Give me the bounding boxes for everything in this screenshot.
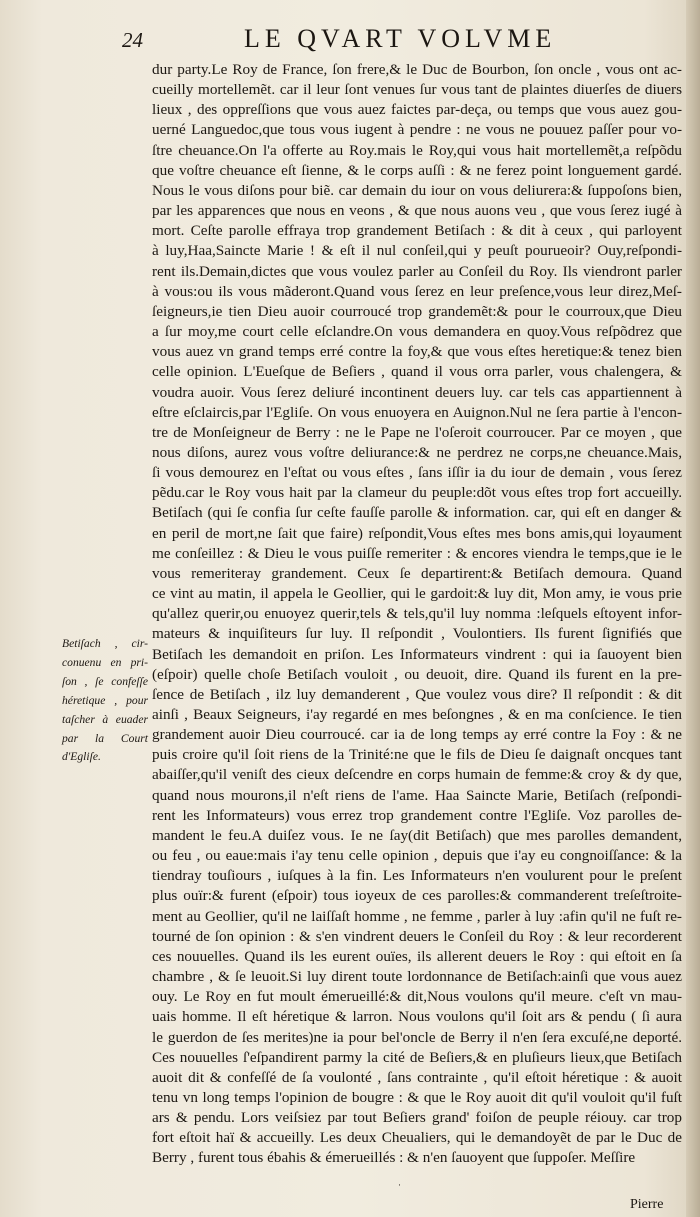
text-line: ment au Geollier, qu'il ne laiſſaſt homme , ne femme , parler à luy :afin qu'il ne fuſt re- <box>152 907 682 925</box>
text-line: auoit dit & confeſſé de ſa voulonté , ſans contrainte , qu'il eſtoit héretique : & auoit <box>152 1068 682 1086</box>
text-line: vous remeriteray grandement. Ceux ſe departirent:& Betiſach demoura. Quand <box>152 564 682 582</box>
text-line: Berry , furent tous ébahis & émerueillés : & n'en ſauoyent que ſuppoſer. Meſſire <box>152 1149 636 1167</box>
text-line: tre de Monſeigneur de Berry : ne le Pape ne l'oſeroit courroucer. Par ce moyen , que <box>152 423 682 441</box>
text-line: lieux , des oppreſſions que vous auez faictes par-deça, ou temps que vous auez gou- <box>152 101 682 119</box>
text-line: grandement auoir Dieu courroucé. car ia de long temps ay erré contre la Foy : & ne <box>152 726 682 744</box>
margin-note-line: par la Court <box>62 731 148 745</box>
margin-note-line: conuenu en pri- <box>62 655 148 669</box>
text-line: tourné de ſon opinion : & s'en vindrent deuers le Conſeil du Roy : & leur recorderent <box>152 927 682 945</box>
text-line: quand nous mourons,il n'eſt riens de l'ame. Haa Saincte Marie, Betiſach (reſpondi- <box>152 786 682 804</box>
text-line: par les apparences que nous en veons , & que nous auons veu , que vous ſerez iugé à <box>152 202 682 220</box>
text-line: ainſi , Beaux Seigneurs, i'ay regardé en mes beſongnes , & en ma conſcience. Ie tien <box>152 706 682 723</box>
text-line: nous diſons, aurez vous voſtre deliurance:& ne perdrez ne corps,ne cheuance.Mais, <box>152 443 682 461</box>
text-line: vous auez vn grand temps erré contre la foy,& que vous eſtes heretique:& tenez bien <box>152 343 682 361</box>
text-line: fort eſtoit haï & accueilly. Les deux Cheualiers, qui le demandoyẽt de par le Duc de <box>152 1129 682 1147</box>
text-line: à vous:ou ils vous mãderont.Quand vous ſerez en leur preſence,vous leur direz,Meſ- <box>152 282 682 300</box>
text-line: eſtre eſclaircis,par l'Egliſe. On vous enuoyera en Auignon.Nul ne ſera partie à l'encon- <box>152 403 682 421</box>
margin-note-line: d'Egliſe. <box>62 750 101 764</box>
margin-note-line: ſon , ſe confeſſe <box>62 674 148 688</box>
text-line: ars & pendu. Lors veiſsiez par tout Beſiers grand' foiſon de peuple réiouy. car trop <box>152 1109 682 1127</box>
text-line: rent ils.Demain,dictes que vous voulez parler au Conſeil du Roy. Ils viendront parler <box>152 262 682 280</box>
text-line: ſtre cheuance.On l'a offerte au Roy.mais le Roy,qui vous hait mortellemẽt,a reſpõdu <box>152 141 682 159</box>
page-edge <box>686 0 700 1217</box>
text-line: qu'allez querir,ou enuoyez querir,tels & tels,qu'il luy nomma :leſquels eſtoyent infor- <box>152 605 682 623</box>
text-line: abaiſſer,qu'il veniſt des cieux deſcendre en corps humain de femme:& croy & dy que, <box>152 766 682 784</box>
text-line: mateurs & inquiſiteurs ſur luy. Il reſpondit , Voulontiers. Ils furent ſignifiés que <box>152 625 682 643</box>
text-line: pẽdu.car le Roy vous hait par la clameur du peuple:dõt vous eſtes trop fort accueilly. <box>152 484 682 502</box>
text-line: me conſeillez : & Dieu le vous puiſſe remeriter : & encores viendra le temps,que ie le <box>152 544 682 562</box>
margin-note <box>62 635 148 767</box>
text-line: ſi vous demourez en l'eſtat ou vous eſtes , ſans iſſir ia du iour de demain , vous ſerez <box>152 464 682 482</box>
text-line: ces nouuelles. Quand ils les eurent ouïes, ils allerent deuers le Roy : qui eſtoit en ſa <box>152 947 682 965</box>
text-line: chambre , & ſe leuoit.Si luy dirent toute lordonnance de Betiſach:ainſi que vous auez <box>152 968 682 986</box>
text-line: à luy,Haa,Saincte Marie ! & eſt il nul conſeil,qui y peuſt pourueoir? Ouy,reſpondi- <box>152 242 682 260</box>
text-line: rent les Informateurs) vous errez trop grandement contre l'Egliſe. Voz parolles de- <box>152 806 682 824</box>
ornament-mark: · <box>398 1180 401 1190</box>
text-line: ouy. Le Roy en fut moult émerueillé:& dit,Nous voulons qu'il meure. c'eſt vn mau- <box>152 988 682 1006</box>
text-line: ou feu , ou eaue:mais i'ay tenu celle opinion , depuis que i'ay eu congnoiſſance: & la <box>152 847 682 865</box>
text-line: ſence de Betiſach , ilz luy demanderent , Que voulez vous dire? Il reſpondit : & dit <box>152 685 682 703</box>
text-line: uais homme. Il eſt héretique & larron. Nous voulons qu'il ſoit ars & pendu ( ſi aura <box>152 1008 682 1026</box>
text-line: tiendray touſiours , iuſques à la fin. Les Informateurs n'en voulurent pour le preſent <box>152 867 682 885</box>
text-line: dur party.Le Roy de France, ſon frere,& le Duc de Bourbon, ſon oncle , vous ont ac- <box>152 61 682 78</box>
text-line: (eſpoir) quelle choſe Betiſach vouloit , ou deuoit, dire. Quand ils furent en la pre- <box>152 665 682 683</box>
text-line: a ſur moy,me court celle eſclandre.On vous demandera en quoy.Vous reſpõdrez que <box>152 323 682 341</box>
running-title: LE QVART VOLVME <box>244 24 557 53</box>
text-line: Betiſach les demandoit en priſon. Les Informateurs vindrent : qui ia ſauoyent bien <box>152 645 682 663</box>
text-line: Nous le vous diſons pour biẽ. car demain du iour on vous deliurera:& ſuppoſons bien, <box>152 181 682 199</box>
main-text-block <box>152 60 682 1169</box>
text-line: mort. Ceſte parolle effraya trop grandement Betiſach : & dit à ceux , qui parloyent <box>152 222 682 240</box>
text-line: que voſtre cheuance eſt ſienne, & le corps auſſi : & ne ferez point longuement gardé. <box>152 161 682 179</box>
catchword: Pierre <box>630 1197 664 1212</box>
text-line: le guerdon de ſes merites)ne ia pour bel'oncle de Berry il n'en ſera excuſé,ne deporté. <box>152 1028 682 1046</box>
text-line: cueilly mortellemẽt. car il leur ſont venues ſur vous tant de plaintes diuerſes de diuers <box>152 81 682 99</box>
text-line: ce vint au matin, il appela le Geollier, qui le gardoit:& luy dit, Mon amy, ie vous prie <box>152 585 682 603</box>
text-line: Betiſach (qui ſe confia ſur ceſte fauſſe parolle & information. car, qui eſt en danger & <box>152 504 682 522</box>
text-line: en peril de mort,ne ſait que faire) reſpondit,Vous eſtes mes bons amis,qui loyaument <box>152 524 682 542</box>
text-line: Ces nouuelles ſ'eſpandirent parmy la cité de Beſiers,& en pluſieurs lieux,que Betiſach <box>152 1048 682 1066</box>
text-line: uerné Languedoc,que tous vous iugent à pendre : ne vous ne pouuez paſſer pour vo- <box>152 121 682 139</box>
text-line: plus ouïr:& furent (eſpoir) tous ioyeux de ces parolles:& commanderent treſeſtroite- <box>152 887 682 905</box>
text-line: voudra auoir. Vous ſerez deliuré incontinent deuers luy. car tels cas appartiennent à <box>152 383 682 401</box>
text-line: puis croire qu'il ſoit riens de la Trinité:ne que le fils de Dieu ſe daignaſt oncques tant <box>152 746 682 764</box>
page-number: 24 <box>122 28 143 52</box>
margin-note-line: Betiſach , cir- <box>62 637 148 650</box>
text-line: celle opinion. L'Eueſque de Beſiers , quand il vous orra parler, vous chalengera, & <box>152 363 682 381</box>
page-header <box>0 24 700 56</box>
margin-note-line: héretique , pour <box>62 693 148 707</box>
text-line: tenu vn long temps l'opinion de bougre : & que le Roy auoit dit qu'il vouloit qu'il fuſt <box>152 1088 682 1106</box>
text-line: mandent le feu.A duiſez vous. Ie ne ſay(dit Betiſach) que mes parolles demandent, <box>152 826 682 844</box>
margin-note-line: taſcher à euader <box>62 712 148 726</box>
text-line: ſeigneurs,ie tien Dieu auoir courroucé trop grandemẽt:& pour le courroux,que Dieu <box>152 302 682 320</box>
